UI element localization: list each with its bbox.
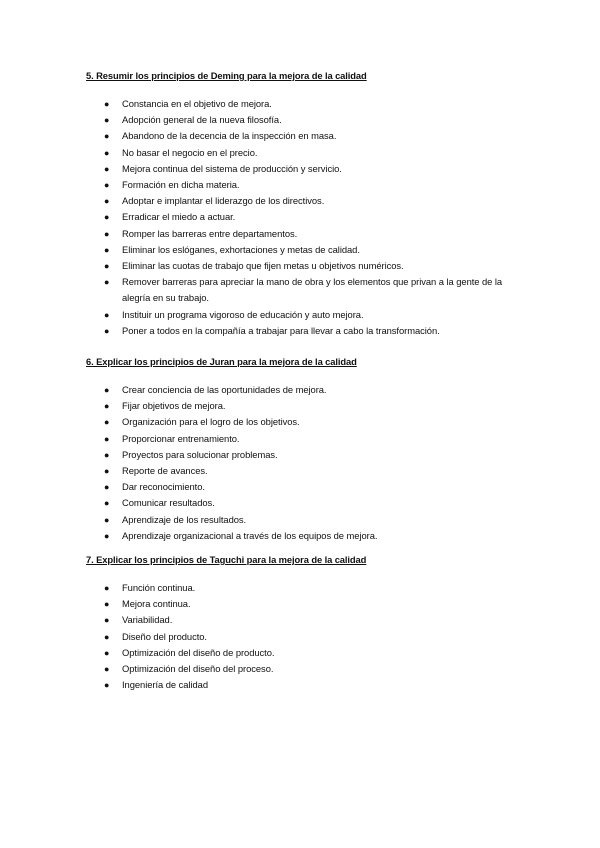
bullet-icon: ● [104,277,110,288]
bullet-icon: ● [104,385,110,395]
bullet-icon: ● [104,680,110,691]
bullet-icon: ● [104,180,110,191]
bullet-icon: ● [104,115,110,126]
bullet-icon: ● [104,664,110,675]
list-item: ● Proporcionar entrenamiento. [86,431,546,447]
list-item: ● Optimización del diseño del proceso. [86,661,546,677]
list-item: ● Eliminar los eslóganes, exhortaciones y metas de calidad. [86,242,546,258]
bullet-icon: ● [104,196,110,207]
bullet-icon: ● [104,449,110,460]
bullet-icon: ● [104,530,110,541]
bullet-icon: ● [104,466,110,477]
list-item: ● Reporte de avances. [86,463,546,479]
section-deming [86,70,546,339]
list-item: ● Adopción general de la nueva filosofía. [86,112,546,128]
list-item: ● Mejora continua del sistema de producción y servicio. [86,161,546,177]
bullet-icon: ● [104,163,110,174]
list-item: ● Fijar objetivos de mejora. [86,398,546,414]
bullet-icon: ● [104,99,110,109]
bullet-icon: ● [104,325,110,336]
section-heading: 7. Explicar los principios de Taguchi para la mejora de la calidad [86,554,367,565]
list-item: ● Instituir un programa vigoroso de educación y auto mejora. [86,307,546,323]
list-item: ● Romper las barreras entre departamentos. [86,226,546,242]
bullet-icon: ● [104,599,110,610]
list-item: ● Constancia en el objetivo de mejora. [86,96,546,112]
bullet-icon: ● [104,482,110,493]
list-item: ● Crear conciencia de las oportunidades de mejora. [86,382,546,398]
bullet-list [86,580,546,693]
list-item: ● Mejora continua. [86,596,546,612]
bullet-icon: ● [104,261,110,272]
list-item: ● Comunicar resultados. [86,495,546,511]
bullet-icon: ● [104,147,110,158]
bullet-icon: ● [104,615,110,626]
bullet-icon: ● [104,498,110,509]
list-item: ● Organización para el logro de los objetivos. [86,414,546,430]
list-item: ● Aprendizaje organizacional a través de los equipos de mejora. [86,528,546,544]
list-item: ● Remover barreras para apreciar la mano de obra y los elementos que privan a la gente de la alegría en su trabajo. [104,276,503,304]
bullet-list [86,382,546,544]
bullet-icon: ● [104,417,110,428]
section-taguchi [86,554,546,693]
bullet-icon: ● [104,228,110,239]
bullet-icon: ● [104,631,110,642]
list-item: ● Variabilidad. [86,612,546,628]
bullet-icon: ● [104,514,110,525]
bullet-icon: ● [104,583,110,593]
list-item: ● Diseño del producto. [86,629,546,645]
list-item: ● Adoptar e implantar el liderazgo de los directivos. [86,193,546,209]
section-juran [86,356,546,544]
list-item: ● Dar reconocimiento. [86,479,546,495]
section-heading: 6. Explicar los principios de Juran para la mejora de la calidad [86,356,357,367]
bullet-icon: ● [104,309,110,320]
bullet-icon: ● [104,131,110,142]
list-item: ● Aprendizaje de los resultados. [86,512,546,528]
list-item: ● Abandono de la decencia de la inspección en masa. [86,128,546,144]
bullet-icon: ● [104,212,110,223]
bullet-list [86,96,546,339]
list-item: ● No basar el negocio en el precio. [86,145,546,161]
list-item: ● Erradicar el miedo a actuar. [86,209,546,225]
bullet-icon: ● [104,244,110,255]
list-item: ● Formación en dicha materia. [86,177,546,193]
bullet-icon: ● [104,433,110,444]
list-item: ● Función continua. [86,580,546,596]
section-heading: 5. Resumir los principios de Deming para la mejora de la calidad [86,70,367,81]
bullet-icon: ● [104,647,110,658]
bullet-icon: ● [104,401,110,412]
list-item: ● Proyectos para solucionar problemas. [86,447,546,463]
list-item: ● Poner a todos en la compañía a trabajar para llevar a cabo la transformación. [86,323,546,339]
list-item: ● Optimización del diseño de producto. [86,645,546,661]
list-item: ● Eliminar las cuotas de trabajo que fijen metas u objetivos numéricos. [86,258,546,274]
list-item: ● Ingeniería de calidad [86,677,546,693]
